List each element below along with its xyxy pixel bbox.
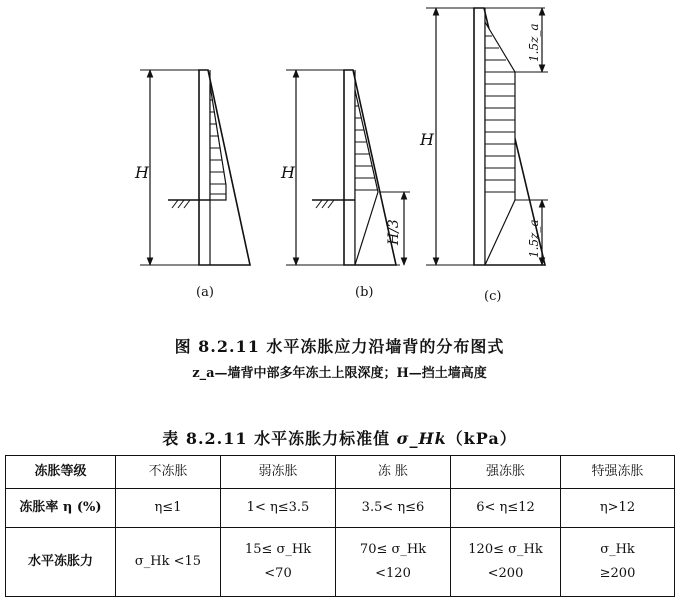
panel-label-b: (b) <box>355 285 374 300</box>
table-cell <box>221 528 336 597</box>
height-label: H <box>135 163 149 182</box>
table-row <box>6 456 675 489</box>
zd-label-bottom: 1.5z_a <box>527 219 541 258</box>
cell-text: η≤1 <box>154 499 182 515</box>
table-cell <box>221 489 336 528</box>
table-cell <box>561 489 675 528</box>
table-cell <box>116 528 221 597</box>
panel-c <box>419 8 548 265</box>
height-label: H <box>420 130 434 149</box>
figure-note: z_a—墙背中部多年冻土上限深度；H—挡土墙高度 <box>192 366 487 381</box>
cell-text: σ_Hk <15 <box>134 553 202 569</box>
table-cell <box>451 456 561 489</box>
cell-text: 不冻胀 <box>148 463 188 479</box>
table-cell <box>336 489 451 528</box>
cell-text: ≥200 <box>599 566 636 581</box>
table-cell <box>561 528 675 597</box>
table-cell <box>336 528 451 597</box>
zd-label-top: 1.5z_a <box>527 23 541 62</box>
height-label: H <box>281 163 295 182</box>
cell-text: η>12 <box>599 499 636 515</box>
table-title-unit: （kPa） <box>446 429 517 448</box>
h3-label: H/3 <box>386 219 402 245</box>
figure-caption: 图 8.2.11 水平冻胀应力沿墙背的分布图式 <box>174 337 505 356</box>
cell-text: <200 <box>487 566 524 581</box>
row-header: 冻胀等级 <box>6 456 116 489</box>
retaining-wall <box>199 70 250 265</box>
cell-text: 冻 胀 <box>377 463 409 479</box>
table-cell <box>116 489 221 528</box>
table-title-symbol: σ_Hk <box>396 429 447 448</box>
table-cell <box>561 456 675 489</box>
cell-text: 特强冻胀 <box>591 463 644 479</box>
table-cell <box>116 456 221 489</box>
table-title <box>0 426 679 449</box>
panel-label-a: (a) <box>196 285 214 300</box>
table-cell <box>221 456 336 489</box>
cell-text: σ_Hk <box>600 541 635 557</box>
table-cell <box>451 489 561 528</box>
table-row <box>6 489 675 528</box>
table-title-prefix: 表 8.2.11 水平冻胀力标准值 <box>162 429 397 448</box>
cell-text: 强冻胀 <box>485 463 525 479</box>
table-row <box>6 528 675 597</box>
table-cell <box>336 456 451 489</box>
row-header: 冻胀率 η (%) <box>6 489 116 528</box>
cell-text: 3.5< η≤6 <box>361 499 425 515</box>
cell-text: 1< η≤3.5 <box>246 499 310 515</box>
cell-text: 弱冻胀 <box>258 463 298 479</box>
table-cell <box>451 528 561 597</box>
row-header: 水平冻胀力 <box>6 528 116 597</box>
cell-text: 15≤ σ_Hk <box>244 541 312 557</box>
panel-b <box>280 70 410 265</box>
cell-text: 120≤ σ_Hk <box>468 541 543 557</box>
cell-text: 70≤ σ_Hk <box>359 541 427 557</box>
panel-label-c: (c) <box>484 289 502 304</box>
cell-text: <120 <box>375 566 411 581</box>
frost-heave-force-table <box>5 455 675 597</box>
cell-text: <70 <box>264 566 292 581</box>
cell-text: 6< η≤12 <box>476 499 535 515</box>
panel-a <box>134 70 250 265</box>
